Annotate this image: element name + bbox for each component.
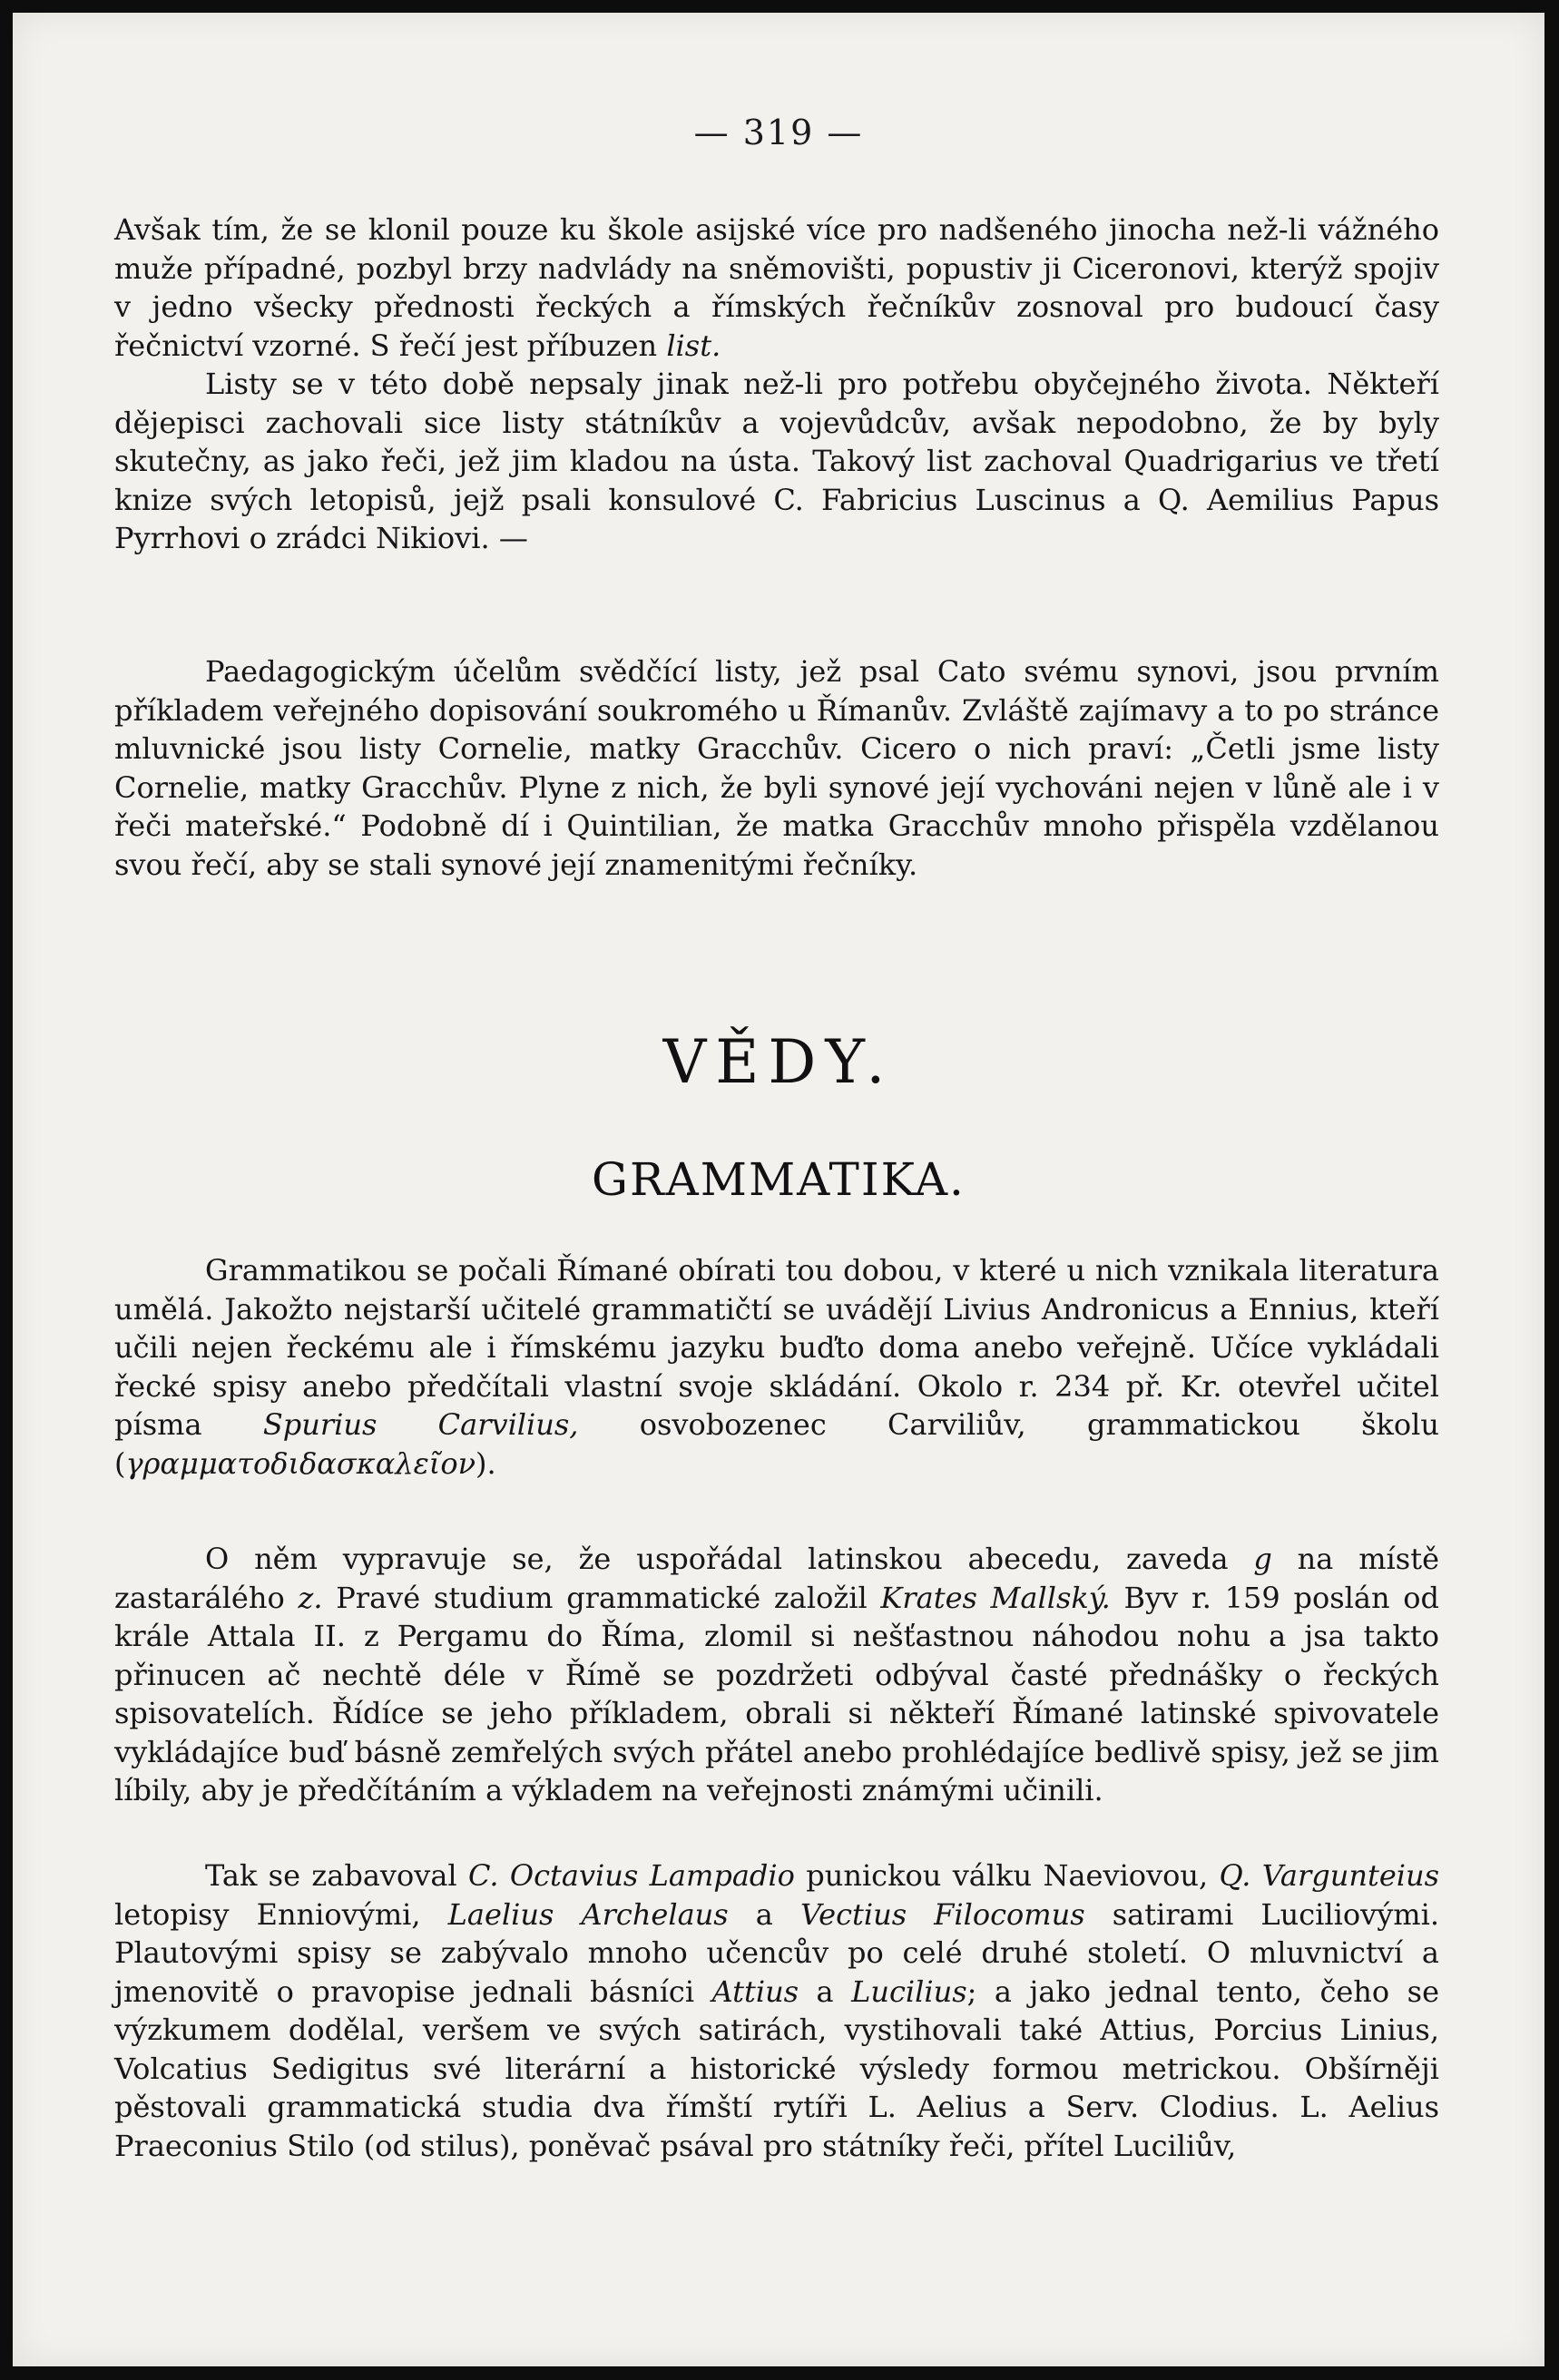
paragraph-5-letter-z: z. [298,1580,323,1615]
page-number: — 319 — [693,113,864,152]
paragraph-1 [114,211,1439,365]
paragraph-5-text-c: Pravé studium grammatické založil [322,1580,881,1615]
paragraph-2: Listy se v této době nepsaly jinak než-li pro potřebu obyčejného života. Někteří dějepisci zachovali sice listy státníkův a vojevůdcův, avšak nepodobno, že by byly skutečny, as jako řeči, jež jim kladou na ústa. Takový list zachoval Quadrigarius ve třetí knize svých letopisů, jejž psali konsulové C. Fabricius Luscinus a Q. Aemilius Papus Pyrrhovi o zrádci Nikiovi. — [114,367,1439,555]
paragraph-6-name-1: C. Octavius Lampadio [468,1858,795,1893]
paragraph-6-text-e: satirami Luciliovými. Plautovými spisy se zabývalo mnoho učencův po celé druhé století. O mluvnictví a jmenovitě o pravopise jednali básníci [114,1896,1440,2009]
paragraph-5-letter-g: g [1253,1542,1272,1576]
paragraph-1-italic: list. [666,328,721,363]
chapter-heading: VĚDY. [662,1027,895,1097]
paragraph-5-name: Krates Mallský. [880,1580,1111,1615]
paragraph-6-text-f: a [799,1974,852,2009]
paragraph-6-name-4: Vectius Filocomus [799,1896,1085,1932]
paragraph-5-text-d: Byv r. 159 poslán od krále Attala II. z Pergamu do Říma, zlomil si nešťastnou náhodou nohu a jsa takto přinucen ač nechtě déle v Římě se pozdržeti odbýval časté přednášky o řeckých spisovatelích. Řídíce se jeho příkladem, obrali si někteří Římané latinské spivovatele vykládajíce buď básně zemřelých svých přátel anebo prohlédajíce bedlivě spisy, jež se jim líbily, aby je předčítáním a výkladem na veřejnosti známými učinili. [114,1580,1440,1807]
paragraph-1-text: Avšak tím, že se klonil pouze ku škole asijské více pro nadšeného jinocha než-li vážného muže případné, pozbyl brzy nadvlády na sněmovišti, popustiv ji Ciceronovi, kterýž spojiv v jedno všecky přednosti řeckých a římských řečníkův zosnoval pro budoucí časy řečnictví vzorné. S řečí jest příbuzen [114,212,1439,363]
paragraph-5 [114,1540,1439,1810]
paragraph-4-text-b: osvobozenec Carviliův, grammatickou školu ( [114,1407,1440,1481]
paragraph-5-text-a: O něm vypravuje se, že uspořádal latinskou abecedu, zaveda [205,1542,1254,1576]
section-letters [114,652,1439,884]
scanned-page [13,13,1544,2366]
section-heading: GRAMMATIKA. [592,1153,966,1206]
paragraph-5-text-b: na místě zastarálého [114,1542,1440,1615]
paragraph-4-text-c: ). [476,1445,496,1481]
paragraph-6-name-2: Q. Vargunteius [1219,1858,1440,1893]
section-scholars [114,1856,1439,2165]
paragraph-4-greek: γραμματοδιδασκαλεῖον [125,1445,476,1481]
paragraph-6-name-3: Laelius Archelaus [447,1896,729,1932]
paragraph-6-text-d: a [728,1896,800,1932]
section-grammar-intro [114,1251,1439,1483]
paragraph-6-text-a: Tak se zabavoval [205,1858,468,1893]
paragraph-6-text-g: ; a jako jednal tento, čeho se výzkumem dodělal, veršem ve svých satirách, vystihovali také Attius, Porcius Linius, Volcatius Sedigitus své literární a historické výsledy formou metrickou. Obšírněji pěstovali grammatická studia dva římští rytíři L. Aelius a Serv. Clodius. L. Aelius Praeconius Stilo (od stilus), poněvač psával pro státníky řeči, přítel Luciliův, [114,1974,1440,2163]
paragraph-6-name-6: Lucilius [851,1974,967,2009]
section-krates [114,1540,1439,1810]
paragraph-4-text-a: Grammatikou se počali Římané obírati tou dobou, v které u nich vznikala literatura umělá. Jakožto nejstarší učitelé grammatičtí se uvádějí Livius Andronicus a Ennius, kteří učili nejen řeckému ale i římskému jazyku buďto doma anebo veřejně. Učíce vykládali řecké spisy anebo předčítali vlastní svoje skládání. Okolo r. 234 př. Kr. otevřel učitel písma [114,1253,1439,1442]
paragraph-6 [114,1856,1439,2165]
paragraph-6-text-c: letopisy Enniovými, [114,1896,448,1932]
section-speech [114,211,1439,558]
paragraph-4 [114,1251,1439,1483]
paragraph-6-text-b: punickou válku Naeviovou, [794,1858,1220,1893]
paragraph-6-name-5: Attius [711,1974,799,2009]
paragraph-4-name: Spurius Carvilius, [262,1407,579,1442]
paragraph-3: Paedagogickým účelům svědčící listy, jež psal Cato svému synovi, jsou prvním příkladem veřejného dopisování soukromého u Římanův. Zvláště zajímavy a to po stránce mluvnické jsou listy Cornelie, matky Gracchův. Cicero o nich praví: „Četli jsme listy Cornelie, matky Gracchův. Plyne z nich, že byli synové její vychováni nejen v lůně ale i v řeči mateřské.“ Podobně dí i Quintilian, že matka Gracchův mnoho přispěla vzdělanou svou řečí, aby se stali synové její znamenitými řečníky. [114,654,1439,882]
